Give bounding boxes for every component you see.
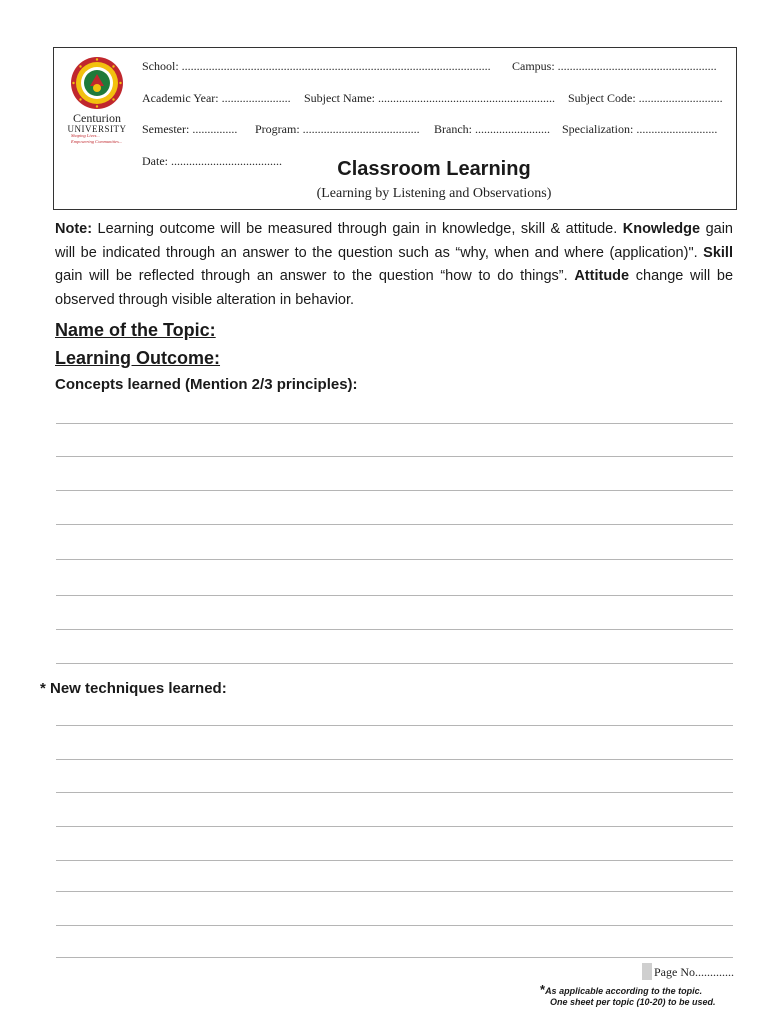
writing-line[interactable] [56, 759, 733, 760]
semester-label: Semester: [142, 122, 190, 136]
writing-line[interactable] [56, 860, 733, 861]
footnote-line-2: One sheet per topic (10-20) to be used. [550, 997, 716, 1007]
subject-name-blank[interactable]: ........................................................... [377, 91, 555, 105]
academic-year-blank[interactable]: ....................... [221, 91, 291, 105]
page-number [642, 963, 734, 980]
specialization-field[interactable] [562, 122, 717, 137]
campus-blank[interactable]: ..................................................... [557, 59, 717, 73]
concepts-heading: Concepts learned (Mention 2/3 principles): [55, 376, 358, 393]
writing-line[interactable] [56, 423, 733, 424]
logo-name: Centurion [73, 111, 121, 125]
header-box [53, 47, 737, 210]
footnote [540, 984, 740, 1008]
writing-line[interactable] [56, 595, 733, 596]
footnote-star: * [540, 982, 546, 997]
program-label: Program: [255, 122, 300, 136]
subject-name-label: Subject Name: [304, 91, 375, 105]
campus-label: Campus: [512, 59, 555, 73]
specialization-blank[interactable]: ........................... [636, 122, 718, 136]
footnote-line-1: As applicable according to the topic. [545, 986, 703, 996]
note-text-2: gain will be indicated through an answer to the question such as “why, when and where (application)". [55, 221, 733, 261]
writing-line[interactable] [56, 725, 733, 726]
skill-label: Skill [703, 244, 733, 261]
subject-code-field[interactable] [568, 91, 723, 106]
knowledge-label: Knowledge [622, 221, 701, 237]
page-subtitle: (Learning by Listening and Observations) [316, 186, 552, 201]
specialization-label: Specialization: [562, 122, 634, 136]
writing-line[interactable] [56, 629, 733, 630]
branch-blank[interactable]: ......................... [475, 122, 550, 136]
subject-code-label: Subject Code: [568, 91, 636, 105]
academic-year-label: Academic Year: [142, 91, 219, 105]
note-text-3: gain will be reflected through an answer to the question “how to do things”. [55, 268, 575, 284]
date-label: Date: [142, 154, 168, 168]
writing-line[interactable] [56, 490, 733, 491]
academic-year-field[interactable] [142, 91, 291, 106]
subject-name-field[interactable] [304, 91, 555, 106]
writing-line[interactable] [56, 524, 733, 525]
page-marker-box [642, 963, 652, 980]
writing-line[interactable] [56, 957, 733, 958]
semester-field[interactable] [142, 122, 237, 137]
writing-line[interactable] [56, 891, 733, 892]
program-field[interactable] [255, 122, 420, 137]
techniques-heading: * New techniques learned: [40, 680, 227, 697]
university-seal-icon [70, 56, 124, 110]
writing-line[interactable] [56, 559, 733, 560]
learning-outcome-heading: Learning Outcome: [55, 348, 221, 368]
university-logo [62, 52, 132, 152]
date-field[interactable] [142, 154, 282, 169]
writing-line[interactable] [56, 925, 733, 926]
campus-field[interactable] [512, 59, 717, 74]
school-field[interactable] [142, 59, 491, 74]
writing-line[interactable] [56, 792, 733, 793]
school-label: School: [142, 59, 179, 73]
page-number-text[interactable]: Page No............. [654, 965, 734, 979]
note-paragraph [55, 218, 733, 312]
branch-label: Branch: [434, 122, 472, 136]
note-text-1: Learning outcome will be measured through gain in knowledge, skill & attitude. [92, 221, 623, 237]
writing-line[interactable] [56, 826, 733, 827]
writing-line[interactable] [56, 456, 733, 457]
date-blank[interactable]: ..................................... [171, 154, 282, 168]
program-blank[interactable]: ....................................... [302, 122, 420, 136]
note-label: Note: [55, 221, 93, 237]
topic-heading: Name of the Topic: [55, 320, 216, 340]
writing-line[interactable] [56, 663, 733, 664]
page-title: Classroom Learning [337, 158, 531, 180]
logo-tagline-line-1: Shaping Lives... [71, 133, 100, 138]
logo-tagline [71, 133, 133, 144]
subject-code-blank[interactable]: ............................ [638, 91, 723, 105]
logo-university: UNIVERSITY [67, 124, 127, 134]
branch-field[interactable] [434, 122, 550, 137]
attitude-label: Attitude [574, 268, 630, 284]
school-blank[interactable]: ....................................................................................................... [181, 59, 491, 73]
note-text-4: change will be observed through visible alteration in behavior. [55, 268, 734, 308]
logo-tagline-line-2: Empowering Communities... [71, 138, 123, 144]
semester-blank[interactable]: ............... [192, 122, 238, 136]
